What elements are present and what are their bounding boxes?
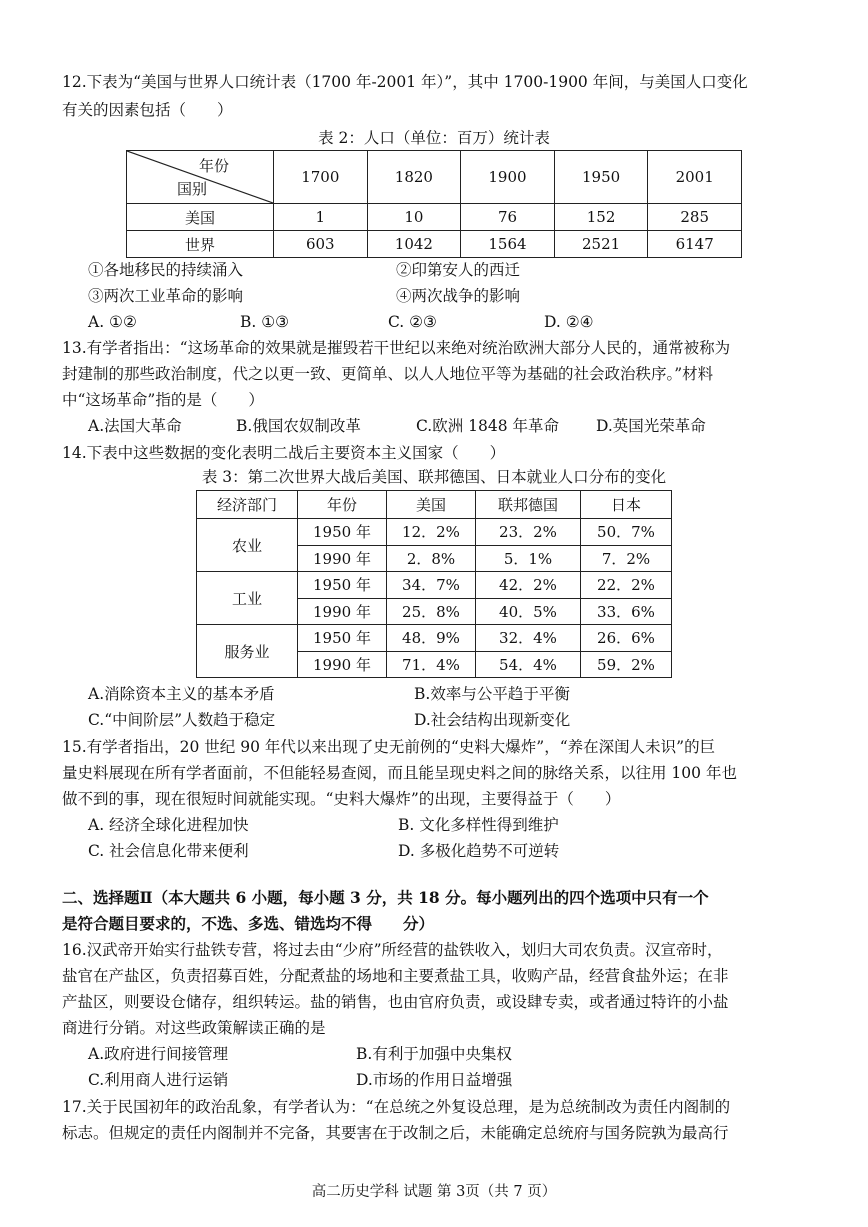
header-country: 国别 [177,180,208,198]
diagonal-header-cell [127,151,274,204]
column-header: 美国 [387,491,476,519]
q12-option-a[interactable]: A. ①② [88,313,137,331]
q15-option-a[interactable]: A. 经济全球化进程加快 [88,816,249,834]
q13-stem-line2: 封建制的那些政治制度，代之以更一致、更简单、以人人地位平等为基础的社会政治秩序。”材料 [62,365,714,383]
sector-name: 工业 [197,572,298,625]
table-row [197,572,672,599]
table-row [127,204,742,231]
q12-item-1: ①各地移民的持续涌入 [88,261,244,279]
population-cell: 1042 [367,231,461,258]
q16-stem-line1: 16.汉武帝开始实行盐铁专营，将过去由“少府”所经营的盐铁收入，划归大司农负责。汉宣帝时， [62,941,723,959]
percent-cell: 40．5% [476,598,581,625]
table-row [197,519,672,546]
q14-option-a[interactable]: A.消除资本主义的基本矛盾 [88,685,275,703]
year-cell: 1950 年 [298,572,387,599]
population-cell: 152 [554,204,648,231]
q12-option-b[interactable]: B. ①③ [240,313,290,331]
percent-cell: 71．4% [387,651,476,678]
section2-heading-line1: 二、选择题Ⅱ（本大题共 6 小题，每小题 3 分，共 18 分。每小题列出的四个选项中只有一个 [62,888,709,907]
percent-cell: 34．7% [387,572,476,599]
year-cell: 1950 年 [298,625,387,652]
q13-option-d[interactable]: D.英国光荣革命 [596,417,706,435]
q16-stem-line4: 商进行分销。对这些政策解读正确的是 [62,1019,326,1037]
q14-option-c[interactable]: C.“中间阶层”人数趋于稳定 [88,711,276,729]
q17-stem-line1: 17.关于民国初年的政治乱象，有学者认为：“在总统之外复设总理，是为总统制改为责任内阁制的 [62,1098,731,1116]
q13-option-b[interactable]: B.俄国农奴制改革 [236,417,361,435]
page-footer: 高二历史学科 试题 第 3页（共 7 页） [311,1184,557,1200]
q15-stem-line3: 做不到的事，现在很短时间就能实现。“史料大爆炸”的出现，主要得益于（ ） [62,790,621,808]
population-cell: 1 [274,204,368,231]
sector-name: 农业 [197,519,298,572]
column-header: 日本 [581,491,672,519]
percent-cell: 12．2% [387,519,476,546]
table-row [127,231,742,258]
percent-cell: 59．2% [581,651,672,678]
q15-option-d[interactable]: D. 多极化趋势不可逆转 [398,842,560,860]
percent-cell: 22．2% [581,572,672,599]
percent-cell: 50．7% [581,519,672,546]
q16-stem-line3: 产盐区，则要设仓储存，组织转运。盐的销售，也由官府负责，或设肆专卖，或者通过特许的小盐 [62,993,729,1011]
q15-stem-line2: 量史料展现在所有学者面前，不但能轻易查阅，而且能呈现史料之间的脉络关系，以往用 100 年也 [62,764,737,782]
population-cell: 603 [274,231,368,258]
year-cell: 1990 年 [298,545,387,572]
q12-stem-line1: 12.下表为“美国与世界人口统计表（1700 年-2001 年）”，其中 1700-1900 年间，与美国人口变化 [62,73,748,91]
percent-cell: 42．2% [476,572,581,599]
year-header: 1950 [554,151,648,204]
q17-stem-line2: 标志。但规定的责任内阁制并不完备，其要害在于改制之后，未能确定总统府与国务院孰为最高行 [62,1124,729,1142]
population-cell: 285 [648,204,742,231]
q16-option-d[interactable]: D.市场的作用日益增强 [356,1071,513,1089]
population-cell: 76 [461,204,555,231]
population-cell: 10 [367,204,461,231]
country-name: 美国 [127,204,274,231]
population-table [126,150,742,258]
percent-cell: 33．6% [581,598,672,625]
q15-option-b[interactable]: B. 文化多样性得到维护 [398,816,559,834]
q12-stem-line2: 有关的因素包括（ ） [62,101,233,119]
q13-stem-line3: 中“这场革命”指的是（ ） [62,391,264,409]
q13-stem-line1: 13.有学者指出：“这场革命的效果就是摧毁若干世纪以来绝对统治欧洲大部分人民的，通常被称为 [62,339,731,357]
q12-item-2: ②印第安人的西迁 [396,261,521,279]
column-header: 经济部门 [197,491,298,519]
employment-table [196,490,672,678]
year-cell: 1950 年 [298,519,387,546]
year-header: 1900 [461,151,555,204]
percent-cell: 23．2% [476,519,581,546]
column-header: 年份 [298,491,387,519]
year-header: 1820 [367,151,461,204]
percent-cell: 2．8% [387,545,476,572]
q12-item-3: ③两次工业革命的影响 [88,287,244,305]
column-header: 联邦德国 [476,491,581,519]
percent-cell: 48．9% [387,625,476,652]
country-name: 世界 [127,231,274,258]
percent-cell: 5．1% [476,545,581,572]
q14-table-caption: 表 3：第二次世界大战后美国、联邦德国、日本就业人口分布的变化 [201,468,667,486]
year-header: 1700 [274,151,368,204]
percent-cell: 25．8% [387,598,476,625]
year-header: 2001 [648,151,742,204]
q12-item-4: ④两次战争的影响 [396,287,521,305]
section2-heading-line2: 是符合题目要求的，不选、多选、错选均不得 分） [62,914,435,933]
q12-option-d[interactable]: D. ②④ [544,313,594,331]
year-cell: 1990 年 [298,598,387,625]
header-year: 年份 [198,157,229,175]
percent-cell: 54．4% [476,651,581,678]
q13-option-c[interactable]: C.欧洲 1848 年革命 [416,417,560,435]
population-cell: 6147 [648,231,742,258]
q14-option-b[interactable]: B.效率与公平趋于平衡 [414,685,570,703]
q12-option-c[interactable]: C. ②③ [388,313,437,331]
population-cell: 1564 [461,231,555,258]
sector-name: 服务业 [197,625,298,678]
q16-option-a[interactable]: A.政府进行间接管理 [88,1045,229,1063]
q14-stem-line1: 14.下表中这些数据的变化表明二战后主要资本主义国家（ ） [62,444,506,462]
q14-option-d[interactable]: D.社会结构出现新变化 [414,711,571,729]
q16-stem-line2: 盐官在产盐区，负责招募百姓，分配煮盐的场地和主要煮盐工具，收购产品，经营食盐外运；在非 [62,967,729,985]
q15-option-c[interactable]: C. 社会信息化带来便利 [88,842,249,860]
q16-option-b[interactable]: B.有利于加强中央集权 [356,1045,512,1063]
q12-table-caption: 表 2：人口（单位：百万）统计表 [318,129,550,147]
percent-cell: 26．6% [581,625,672,652]
percent-cell: 7．2% [581,545,672,572]
population-cell: 2521 [554,231,648,258]
q16-option-c[interactable]: C.利用商人进行运销 [88,1071,229,1089]
q15-stem-line1: 15.有学者指出，20 世纪 90 年代以来出现了史无前例的“史料大爆炸”，“养在深闺人未识”的巨 [62,738,716,756]
percent-cell: 32．4% [476,625,581,652]
q13-option-a[interactable]: A.法国大革命 [88,417,182,435]
table-row [197,625,672,652]
year-cell: 1990 年 [298,651,387,678]
